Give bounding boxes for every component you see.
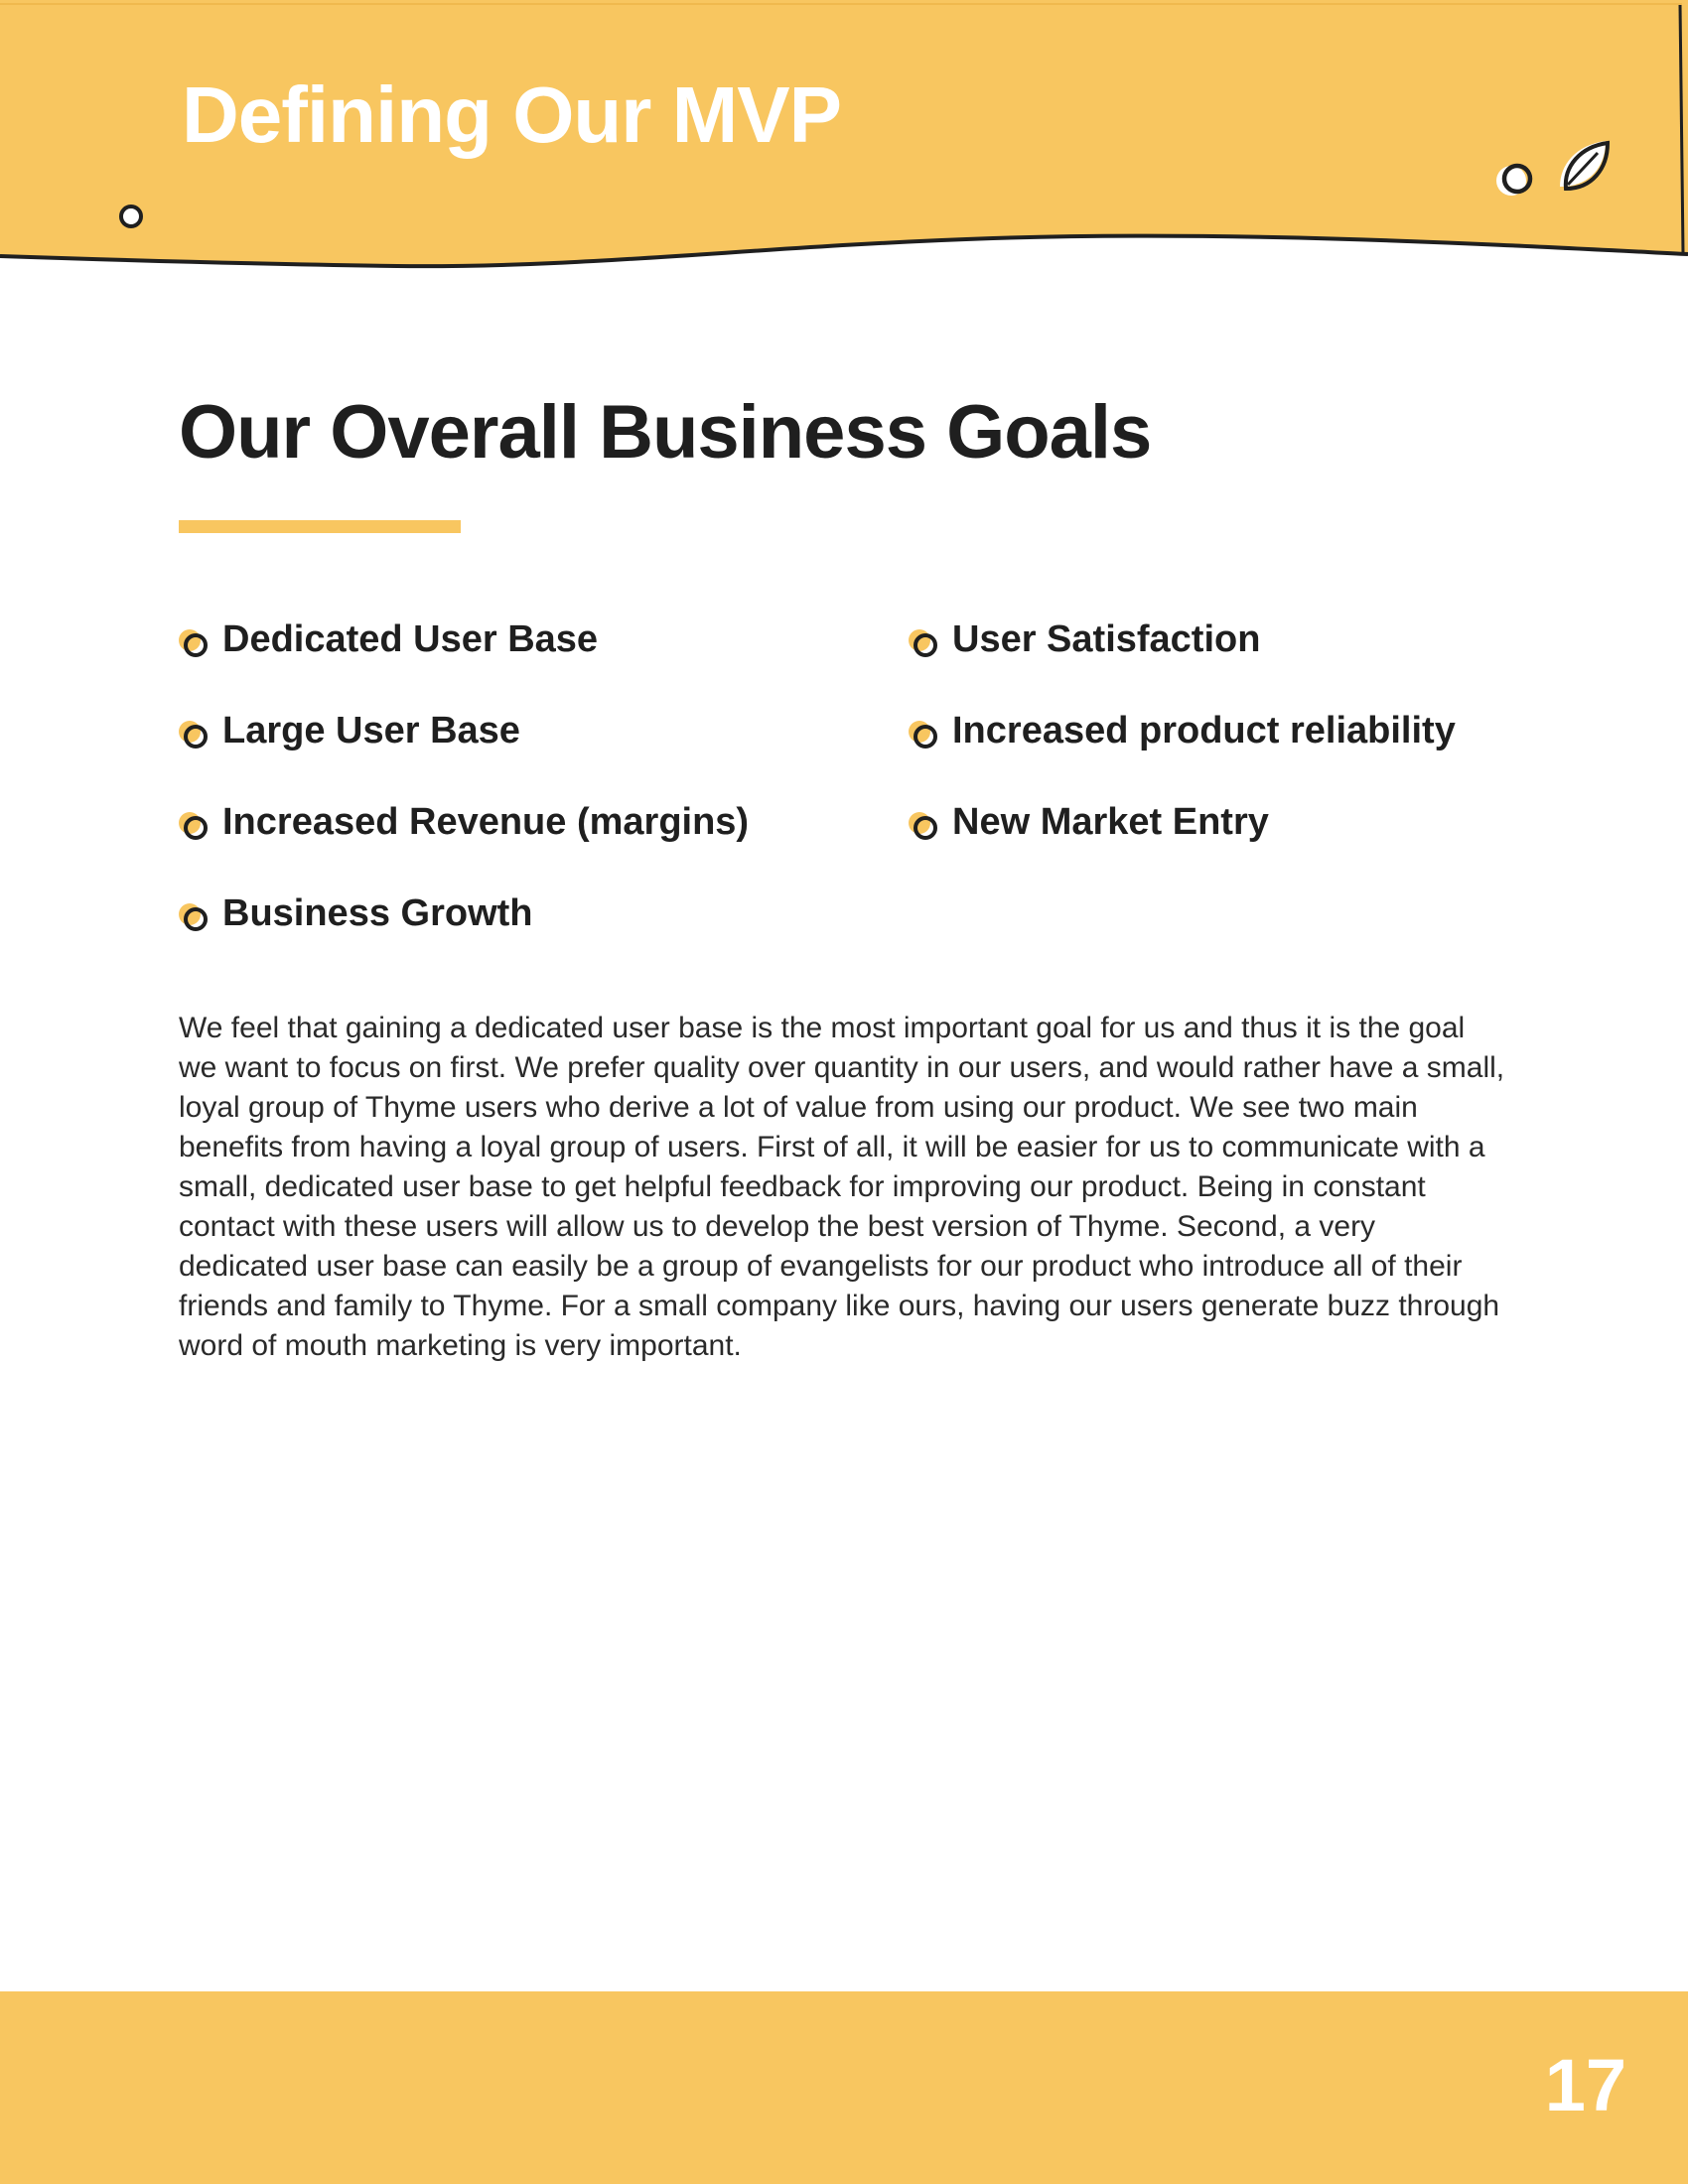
goals-list-left xyxy=(177,617,749,983)
goal-label: User Satisfaction xyxy=(952,618,1261,660)
page-number: 17 xyxy=(1544,2044,1626,2126)
leaf-decoration-icon xyxy=(1554,135,1612,197)
circle-bullet-icon xyxy=(177,810,211,844)
goal-label: Increased Revenue (margins) xyxy=(222,801,750,843)
ring-decoration-icon xyxy=(1489,159,1541,203)
list-item xyxy=(177,709,749,800)
list-item xyxy=(177,800,749,891)
footer-band xyxy=(0,1991,1688,2184)
goals-list-right xyxy=(907,617,1456,891)
list-item xyxy=(177,617,749,709)
title-underline xyxy=(179,520,461,533)
goal-label: Dedicated User Base xyxy=(222,618,599,660)
circle-bullet-icon xyxy=(907,719,940,752)
list-item xyxy=(177,891,749,983)
circle-bullet-icon xyxy=(177,719,211,752)
goal-label: Increased product reliability xyxy=(952,710,1456,751)
goal-label: Large User Base xyxy=(222,710,520,751)
circle-bullet-icon xyxy=(177,627,211,661)
section-title: Our Overall Business Goals xyxy=(179,390,1152,475)
list-item xyxy=(907,800,1456,891)
header-title: Defining Our MVP xyxy=(182,70,841,159)
body-paragraph: We feel that gaining a dedicated user base is the most important goal for us and thus it is the goal we want to focus on first. We prefer quality over quantity in our users, and would rather have a small, loyal group of Thyme users who derive a lot of value from using our product. We see two main benefits from having a loyal group of users. First of all, it will be easier for us to communicate with a small, dedicated user base to get helpful feedback for improving our product. Being in constant contact with these users will allow us to develop the best version of Thyme. Second, a very dedicated user base can easily be a group of evangelists for our product who introduce all of their friends and family to Thyme. For a small company like ours, having our users generate buzz through word of mouth marketing is very important. xyxy=(179,1012,1505,1362)
goal-label: New Market Entry xyxy=(952,801,1269,843)
list-item xyxy=(907,709,1456,800)
circle-bullet-icon xyxy=(907,627,940,661)
goal-label: Business Growth xyxy=(222,892,533,934)
circle-bullet-icon xyxy=(907,810,940,844)
circle-bullet-icon xyxy=(177,901,211,935)
ring-decoration-icon xyxy=(115,201,147,232)
list-item xyxy=(907,617,1456,709)
